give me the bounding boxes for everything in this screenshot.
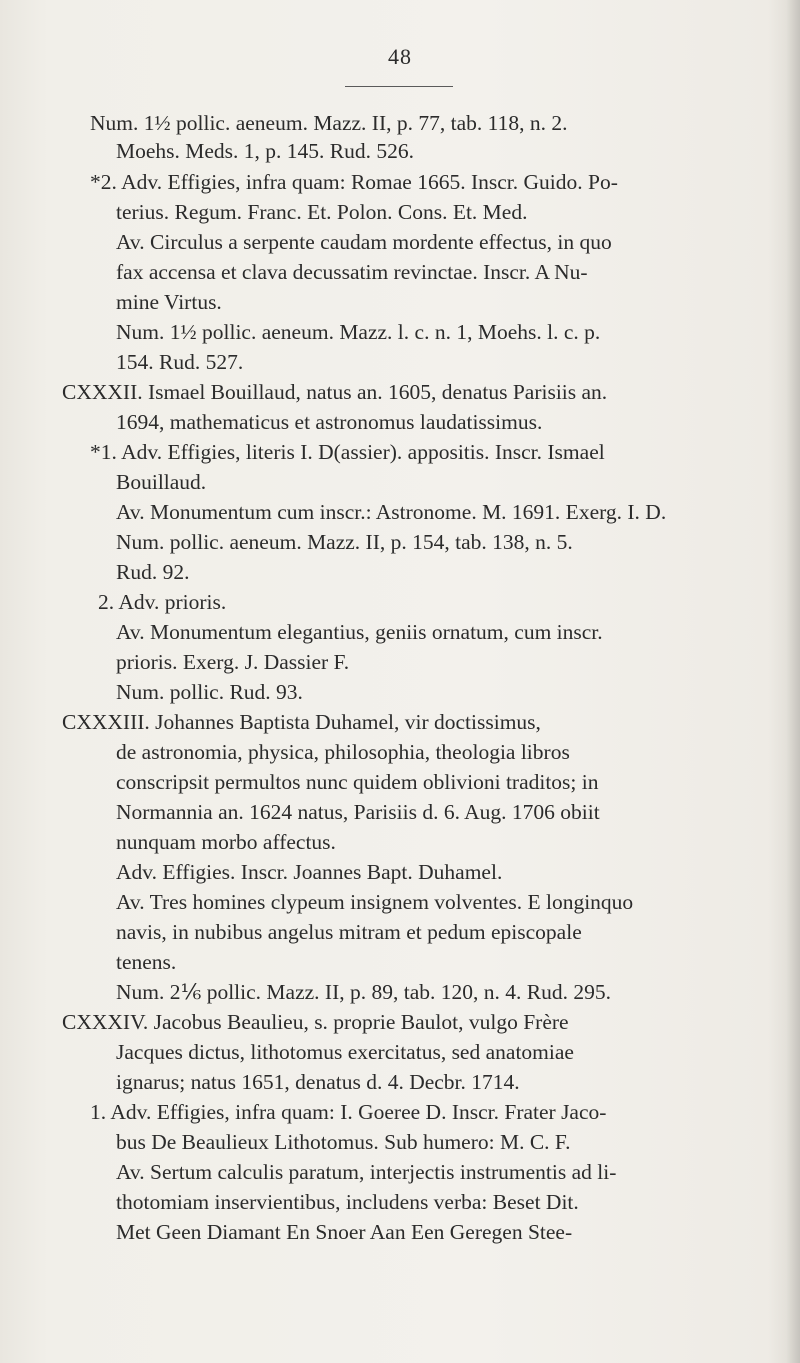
text-line: Num. 2⅙ pollic. Mazz. II, p. 89, tab. 120, n. 4. Rud. 295. — [116, 980, 611, 1004]
text-line: bus De Beaulieux Lithotomus. Sub humero: M. C. F. — [116, 1130, 571, 1154]
text-line: prioris. Exerg. J. Dassier F. — [116, 650, 350, 674]
text-line: Num. 1½ pollic. aeneum. Mazz. l. c. n. 1, Moehs. l. c. p. — [116, 320, 601, 344]
text-line: Rud. 92. — [116, 560, 190, 584]
text-line: 2. Adv. prioris. — [98, 590, 227, 614]
text-line: navis, in nubibus angelus mitram et pedum episcopale — [116, 920, 582, 944]
text-line: Normannia an. 1624 natus, Parisiis d. 6. Aug. 1706 obiit — [116, 800, 600, 824]
text-line: mine Virtus. — [116, 290, 222, 314]
text-line: fax accensa et clava decussatim revinctae. Inscr. A Nu- — [116, 260, 588, 284]
text-line: thotomiam inservientibus, includens verba: Beset Dit. — [116, 1190, 579, 1214]
text-line: CXXXII. Ismael Bouillaud, natus an. 1605, denatus Parisiis an. — [62, 380, 608, 404]
text-line: tenens. — [116, 950, 177, 974]
text-line: Num. 1½ pollic. aeneum. Mazz. II, p. 77, tab. 118, n. 2. — [90, 111, 568, 135]
text-line: Num. pollic. aeneum. Mazz. II, p. 154, tab. 138, n. 5. — [116, 530, 573, 554]
text-line: Jacques dictus, lithotomus exercitatus, sed anatomiae — [116, 1040, 574, 1064]
text-line: 1. Adv. Effigies, infra quam: I. Goeree D. Inscr. Frater Jaco- — [90, 1100, 607, 1124]
text-line: CXXXIV. Jacobus Beaulieu, s. proprie Baulot, vulgo Frère — [62, 1010, 569, 1034]
text-line: Adv. Effigies. Inscr. Joannes Bapt. Duhamel. — [116, 860, 503, 884]
text-line: nunquam morbo affectus. — [116, 830, 336, 854]
text-line: *1. Adv. Effigies, literis I. D(assier). appositis. Inscr. Ismael — [90, 440, 605, 464]
page-number: 48 — [388, 44, 412, 69]
text-line: Av. Monumentum elegantius, geniis ornatum, cum inscr. — [116, 620, 603, 644]
text-line: 1694, mathematicus et astronomus laudatissimus. — [116, 410, 543, 434]
text-line: Num. pollic. Rud. 93. — [116, 680, 303, 704]
text-line: de astronomia, physica, philosophia, theologia libros — [116, 740, 570, 764]
text-line: Av. Tres homines clypeum insignem volventes. E longinquo — [116, 890, 634, 914]
page-edge-shadow — [786, 0, 800, 1363]
text-line: ignarus; natus 1651, denatus d. 4. Decbr. 1714. — [116, 1070, 520, 1094]
text-line: 154. Rud. 527. — [116, 350, 244, 374]
text-line: Moehs. Meds. 1, p. 145. Rud. 526. — [116, 139, 415, 163]
text-line: CXXXIII. Johannes Baptista Duhamel, vir doctissimus, — [62, 710, 541, 734]
text-line: *2. Adv. Effigies, infra quam: Romae 1665. Inscr. Guido. Po- — [90, 170, 618, 194]
text-line: Av. Sertum calculis paratum, interjectis instrumentis ad li- — [116, 1160, 617, 1184]
text-line: Bouillaud. — [116, 470, 207, 494]
text-line: terius. Regum. Franc. Et. Polon. Cons. Et. Med. — [116, 200, 528, 224]
text-line: Av. Circulus a serpente caudam mordente effectus, in quo — [116, 230, 612, 254]
page-number-rule — [345, 86, 453, 87]
text-line: Met Geen Diamant En Snoer Aan Een Geregen Stee- — [116, 1220, 573, 1244]
text-line: Av. Monumentum cum inscr.: Astronome. M. 1691. Exerg. I. D. — [116, 500, 667, 524]
text-line: conscripsit permultos nunc quidem oblivioni traditos; in — [116, 770, 599, 794]
